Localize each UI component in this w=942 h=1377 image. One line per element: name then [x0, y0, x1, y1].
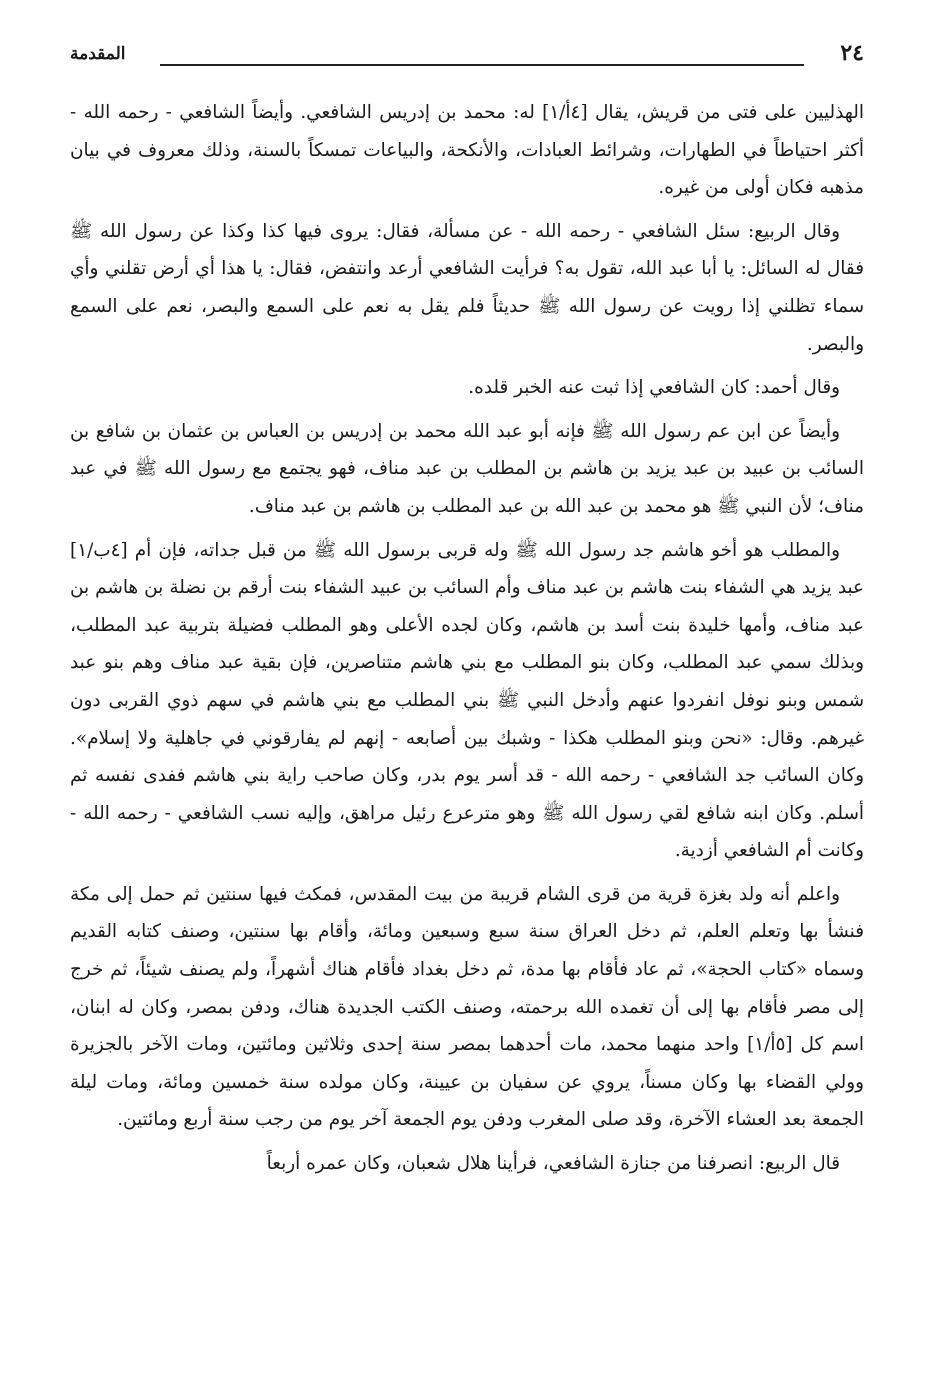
page-number: ٢٤ — [840, 40, 864, 66]
section-title: المقدمة — [70, 44, 126, 64]
paragraph-5: والمطلب هو أخو هاشم جد رسول الله ﷺ وله قربى برسول الله ﷺ من قبل جداته، فإن أم [٤ب/١] عبد يزيد هي الشفاء بنت هاشم بن عبد مناف وأم السائب بن عبيد الشفاء بنت أرقم بن نضلة بن هاشم بن عبد مناف، وأمها خليدة بنت أسد بن هاشم، وكان لجده الأعلى وهو المطلب فضيلة بتربية عبد المطلب، وبذلك سمي عبد المطلب، وكان بنو المطلب مع بني هاشم متناصرين، فإن بقية عبد مناف وهم بنو عبد شمس وبنو نوفل انفردوا عنهم وأدخل النبي ﷺ بني المطلب مع بني هاشم في سهم ذوي القربى دون غيرهم. وقال: «نحن وبنو المطلب هكذا - وشبك بين أصابعه - إنهم لم يفارقوني في جاهلية ولا إسلام». وكان السائب جد الشافعي - رحمه الله - قد أسر يوم بدر، وكان صاحب راية بني هاشم ففدى نفسه ثم أسلم. وكان ابنه شافع لقي رسول الله ﷺ وهو مترعرع رئيل مراهق، وإليه نسب الشافعي - رحمه الله - وكانت أم الشافعي أزدية. — [70, 539, 864, 862]
body-text — [70, 94, 864, 1183]
paragraph-7: قال الربيع: انصرفنا من جنازة الشافعي، فرأينا هلال شعبان، وكان عمره أربعاً — [266, 1153, 840, 1175]
header-rule — [160, 64, 804, 66]
paragraph-3: وقال أحمد: كان الشافعي إذا ثبت عنه الخبر قلده. — [468, 377, 840, 399]
document-page — [70, 40, 864, 1357]
paragraph-6: واعلم أنه ولد بغزة قرية من قرى الشام قريبة من بيت المقدس، فمكث فيها سنتين ثم حمل إلى مكة فنشأ بها وتعلم العلم، ثم دخل العراق سنة سبع وسبعين ومائة، وأقام بها سنتين، وصنف كتابه القديم وسماه «كتاب الحجة»، ثم عاد فأقام بها مدة، ثم دخل بغداد فأقام هناك أشهراً، ولم يصنف شيئاً، ثم خرج إلى مصر فأقام بها إلى أن تغمده الله برحمته، وصنف الكتب الجديدة هناك، ودفن بمصر، وكان له ابنان، اسم كل [٥أ/١] واحد منهما محمد، مات أحدهما بمصر سنة إحدى وثلاثين ومائتين، ومات الآخر بالجزيرة وولي القضاء بها وكان مسناً، يروي عن سفيان بن عيينة، وكان مولده سنة خمسين ومائة، ومات ليلة الجمعة بعد العشاء الآخرة، وقد صلى المغرب ودفن يوم الجمعة آخر يوم من رجب سنة أربع ومائتين. — [70, 883, 864, 1131]
paragraph-4: وأيضاً عن ابن عم رسول الله ﷺ فإنه أبو عبد الله محمد بن إدريس بن العباس بن عثمان بن شافع بن السائب بن عبيد بن عبد يزيد بن هاشم بن المطلب بن عبد مناف، فهو يجتمع مع رسول الله ﷺ في عبد مناف؛ لأن النبي ﷺ هو محمد بن عبد الله بن عبد المطلب بن هاشم بن عبد مناف. — [70, 420, 864, 517]
paragraph-1: الهذليين على فتى من قريش، يقال [٤أ/١] له: محمد بن إدريس الشافعي. وأيضاً الشافعي - رحمه الله - أكثر احتياطاً في الطهارات، وشرائط العبادات، والأنكحة، والبياعات تمسكاً بالسنة، وذلك معروف في بيان مذهبه فكان أولى من غيره. — [70, 102, 865, 199]
running-header — [70, 40, 864, 76]
paragraph-2: وقال الربيع: سئل الشافعي - رحمه الله - عن مسألة، فقال: يروى فيها كذا وكذا عن رسول الله ﷺ فقال له السائل: يا أبا عبد الله، تقول به؟ فرأيت الشافعي أرعد وانتفض، فقال: يا هذا أي أرض تقلني وأي سماء تظلني إذا رويت عن رسول الله ﷺ حديثاً فلم يقل به نعم على السمع والبصر، نعم على السمع والبصر. — [70, 220, 864, 355]
